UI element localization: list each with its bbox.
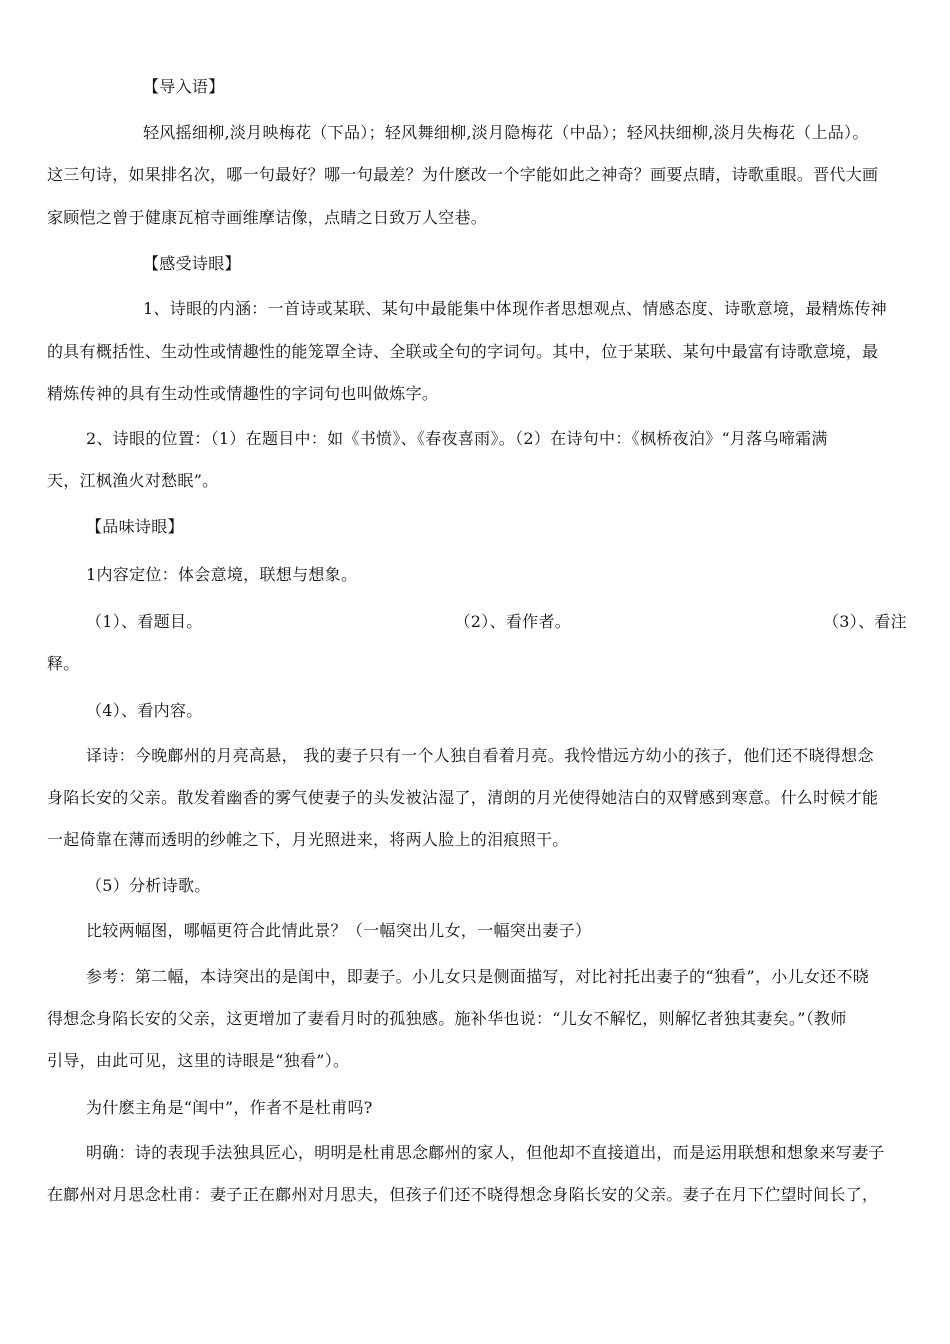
option-item: （1）、看题目。 bbox=[86, 612, 203, 631]
option-item: （2）、看作者。 bbox=[454, 612, 572, 631]
paragraph-line: 轻风摇细柳,淡月映梅花（下品）；轻风舞细柳,淡月隐梅花（中品）；轻风扶细柳,淡月失梅花（上品）。 bbox=[143, 123, 869, 142]
paragraph-line: 引导，由此可见，这里的诗眼是“独看”）。 bbox=[47, 1051, 350, 1070]
heading-ganshou: 【感受诗眼】 bbox=[143, 254, 241, 273]
option-item: （3）、看注 bbox=[823, 612, 907, 631]
paragraph-line: （5）分析诗歌。 bbox=[86, 876, 211, 895]
paragraph-line: 释。 bbox=[47, 654, 80, 673]
paragraph-line: 这三句诗，如果排名次，哪一句最好？哪一句最差？为什麽改一个字能如此之神奇？画要点睛，诗歌重眼。晋代大画 bbox=[47, 165, 879, 184]
paragraph-line: 比较两幅图，哪幅更符合此情此景？（一幅突出儿女，一幅突出妻子） bbox=[86, 921, 592, 940]
paragraph-line: 天，江枫渔火对愁眠”。 bbox=[47, 471, 219, 490]
paragraph-line: 2、诗眼的位置：（1）在题目中：如《书愤》、《春夜喜雨》。（2）在诗句中：《枫桥夜泊》“月落乌啼霜满 bbox=[86, 429, 828, 448]
paragraph-line: （4）、看内容。 bbox=[86, 701, 203, 720]
paragraph-line: 身陷长安的父亲。散发着幽香的雾气使妻子的头发被沾湿了，清朗的月光使得她洁白的双臂感到寒意。什么时候才能 bbox=[47, 788, 879, 807]
paragraph-line: 的具有概括性、生动性或情趣性的能笼罩全诗、全联或全句的字词句。其中，位于某联、某句中最富有诗歌意境，最 bbox=[47, 342, 879, 361]
paragraph-line: 参考：第二幅，本诗突出的是闺中，即妻子。小儿女只是侧面描写，对比衬托出妻子的“独看”，小儿女还不晓 bbox=[86, 967, 870, 986]
paragraph-line: 译诗：今晚鄜州的月亮高悬， 我的妻子只有一个人独自看着月亮。我怜惜远方幼小的孩子，他们还不晓得想念 bbox=[86, 746, 874, 765]
paragraph-line: 1、诗眼的内涵：一首诗或某联、某句中最能集中体现作者思想观点、情感态度、诗歌意境，最精炼传神 bbox=[143, 299, 887, 318]
paragraph-line: 1内容定位：体会意境，联想与想象。 bbox=[86, 565, 358, 584]
heading-pinwei: 【品味诗眼】 bbox=[86, 517, 184, 536]
paragraph-line: 得想念身陷长安的父亲，这更增加了妻看月时的孤独感。施补华也说：“儿女不解忆，则解忆者独其妻矣。”（教师 bbox=[47, 1009, 847, 1028]
paragraph-line: 家顾恺之曾于健康瓦棺寺画维摩诘像，点睛之日致万人空巷。 bbox=[47, 208, 488, 227]
heading-daoru: 【导入语】 bbox=[143, 77, 225, 96]
paragraph-line: 在鄜州对月思念杜甫：妻子正在鄜州对月思夫，但孩子们还不晓得想念身陷长安的父亲。妻子在月下伫望时间长了， bbox=[47, 1185, 879, 1204]
paragraph-line: 为什麽主角是“闺中”，作者不是杜甫吗? bbox=[86, 1098, 373, 1117]
paragraph-line: 一起倚靠在薄而透明的纱帷之下，月光照进来，将两人脸上的泪痕照干。 bbox=[47, 830, 569, 849]
paragraph-line: 精炼传神的具有生动性或情趣性的字词句也叫做炼字。 bbox=[47, 384, 439, 403]
option-row bbox=[86, 611, 907, 633]
paragraph-line: 明确：诗的表现手法独具匠心，明明是杜甫思念鄜州的家人，但他却不直接道出，而是运用联想和想象来写妻子 bbox=[86, 1143, 885, 1162]
